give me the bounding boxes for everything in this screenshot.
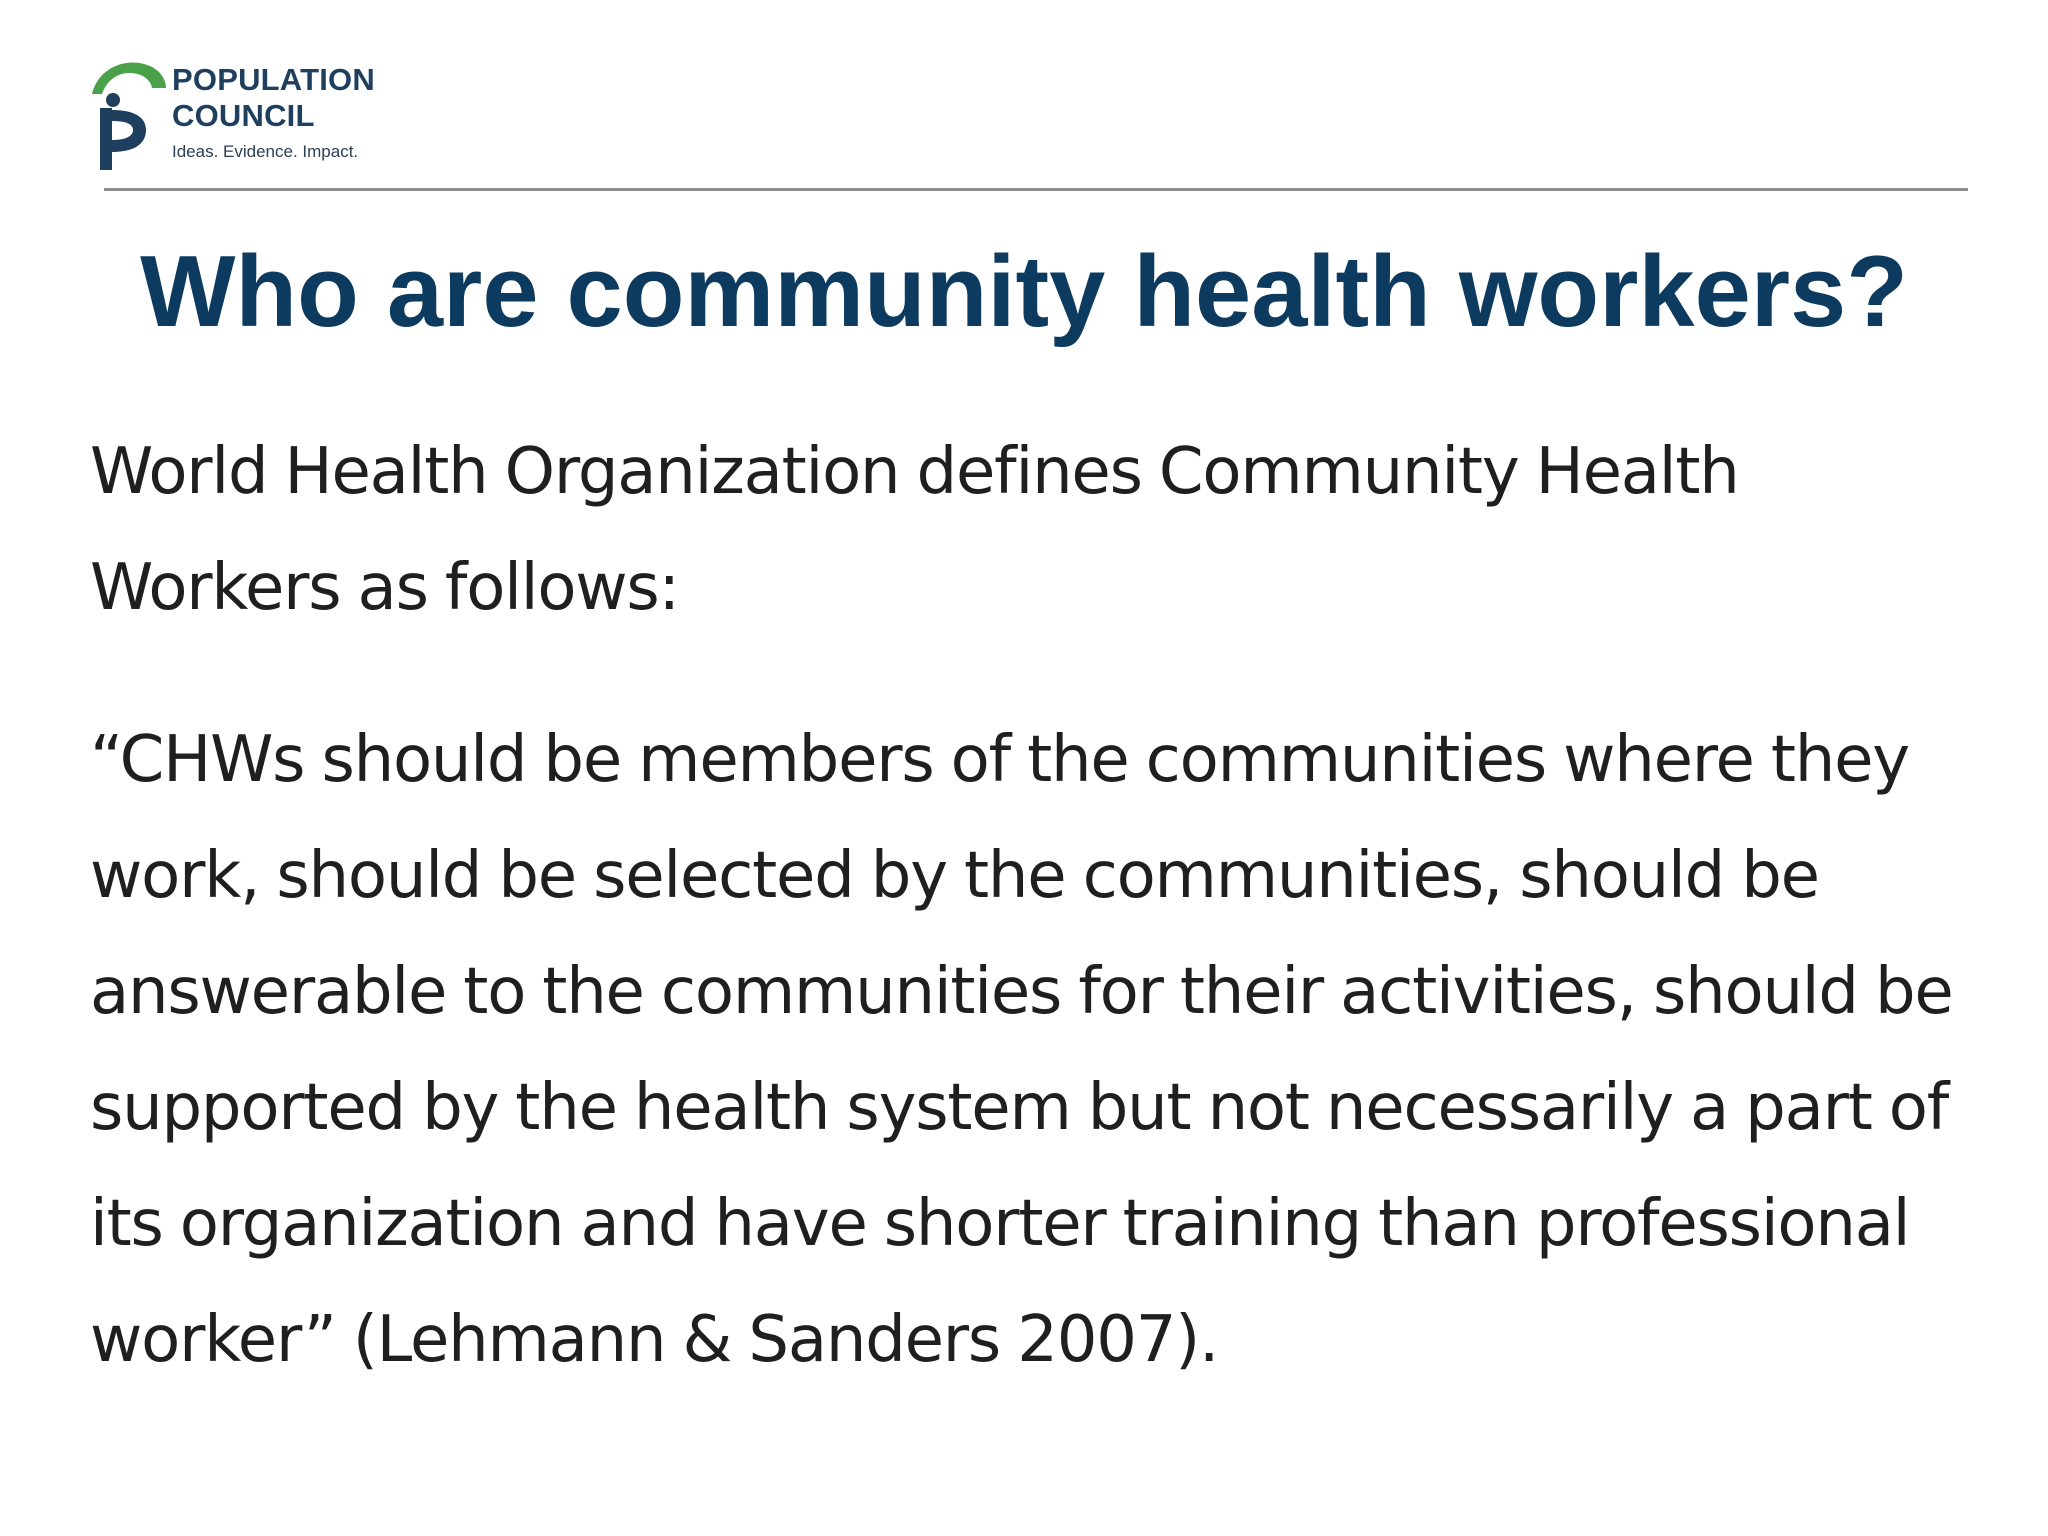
- slide-title: Who are community health workers?: [140, 236, 1908, 348]
- header-divider: [104, 188, 1968, 191]
- logo-tagline: Ideas. Evidence. Impact.: [172, 142, 359, 161]
- quote-paragraph: “CHWs should be members of the communities where they work, should be selected by the communities, should be answerable to the communities for their activities, should be supported by the health system but not necessarily a part of its organization and have shorter training than professional worker” (Lehmann & Sanders 2007).: [90, 723, 1953, 1377]
- population-council-logo-mark-icon: [88, 58, 168, 174]
- logo-wordmark: [172, 62, 428, 178]
- intro-paragraph: World Health Organization defines Community Health Workers as follows:: [90, 435, 1739, 625]
- population-council-logo: [88, 58, 428, 178]
- logo-name-line1: POPULATION: [172, 62, 375, 97]
- logo-name-line2: COUNCIL: [172, 98, 315, 133]
